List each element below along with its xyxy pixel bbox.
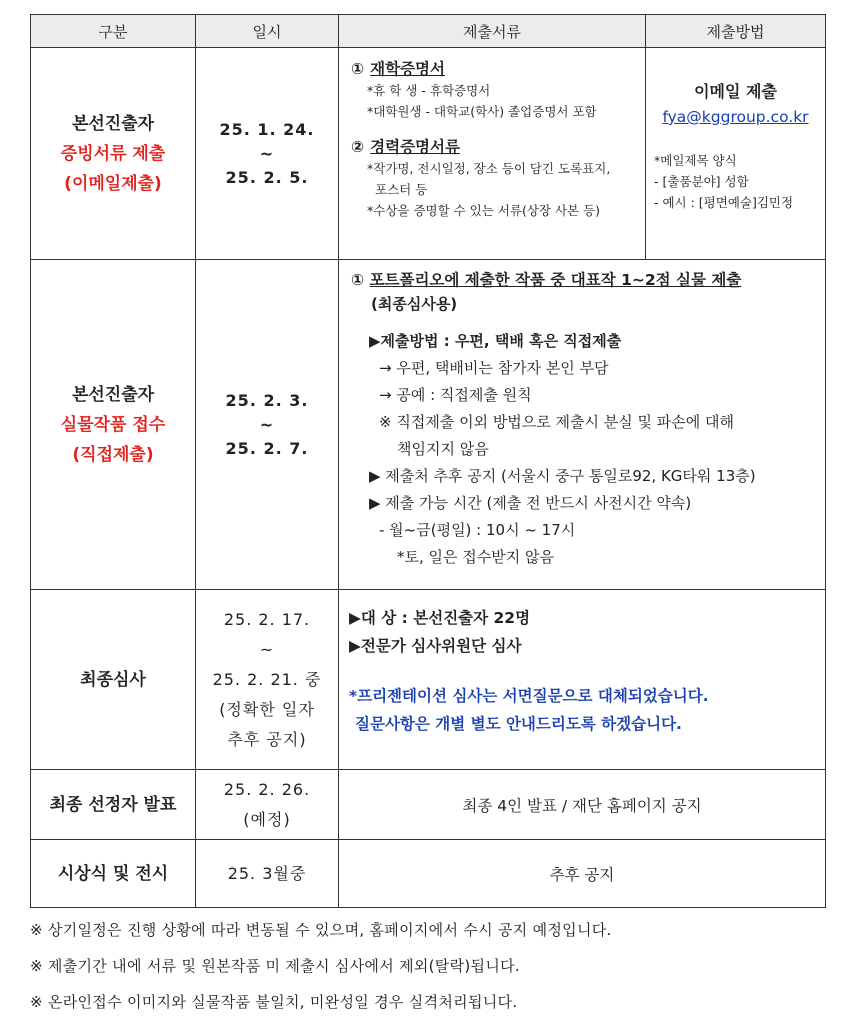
row-final-review xyxy=(31,590,826,770)
artwork-title: ① 포트폴리오에 제출한 작품 중 대표작 1~2점 실물 제출 xyxy=(351,271,742,289)
footnote: ※ 온라인접수 이미지와 실물작품 불일치, 미완성일 경우 실격처리됩니다. xyxy=(30,993,518,1011)
footnote: ※ 상기일정은 진행 상황에 따라 변동될 수 있으며, 홈페이지에서 수시 공지 예정입니다. xyxy=(30,921,612,939)
footnotes xyxy=(30,912,830,1020)
row5-content: 추후 공지 xyxy=(339,840,826,908)
header-method: 제출방법 xyxy=(646,15,826,48)
header-row xyxy=(31,15,826,48)
row3-details: ▶대 상 : 본선진출자 22명 ▶전문가 심사위원단 심사 *프리젠테이션 심사는 서면질문으로 대체되었습니다. 질문사항은 개별 별도 안내드리도록 하겠습니다. xyxy=(339,590,826,770)
row4-category: 최종 선정자 발표 xyxy=(31,770,196,840)
header-category: 구분 xyxy=(31,15,196,48)
row1-dates: 25. 1. 24. ~ 25. 2. 5. xyxy=(196,48,339,260)
row2-category: 본선진출자 실물작품 접수 (직접제출) xyxy=(31,260,196,590)
row2-dates: 25. 2. 3. ~ 25. 2. 7. xyxy=(196,260,339,590)
header-documents: 제출서류 xyxy=(339,15,646,48)
row3-category: 최종심사 xyxy=(31,590,196,770)
schedule-table xyxy=(30,14,826,908)
row-ceremony-exhibition xyxy=(31,840,826,908)
row1-method: 이메일 제출 fya@kggroup.co.kr *메일제목 양식 - [출품분야] 성함 - 예시 : [평면예술]김민정 xyxy=(646,48,826,260)
header-date: 일시 xyxy=(196,15,339,48)
email-link[interactable]: fya@kggroup.co.kr xyxy=(662,108,809,126)
email-subject-notes: *메일제목 양식 - [출품분야] 성함 - 예시 : [평면예술]김민정 xyxy=(654,153,794,210)
row-winner-announcement xyxy=(31,770,826,840)
footnote: ※ 제출기간 내에 서류 및 원본작품 미 제출시 심사에서 제외(탈락)됩니다. xyxy=(30,957,520,975)
row5-date: 25. 3월중 xyxy=(196,840,339,908)
row-artwork-submission xyxy=(31,260,826,590)
row4-dates: 25. 2. 26. (예정) xyxy=(196,770,339,840)
row3-dates: 25. 2. 17. ~ 25. 2. 21. 중 (정확한 일자 추후 공지) xyxy=(196,590,339,770)
doc2-title: ② 경력증명서류 xyxy=(351,138,460,156)
doc1-title: ① 재학증명서 xyxy=(351,60,445,78)
row1-documents: ① 재학증명서 *휴 학 생 - 휴학증명서 *대학원생 - 대학교(학사) 졸업증명서 포함 ② 경력증명서류 *작가명, 전시일정, 장소 등이 담긴 도록표지, 포스터 등 *수상을 증명할 수 있는 서류(상장 사본 등) xyxy=(339,48,646,260)
row1-category: 본선진출자 증빙서류 제출 (이메일제출) xyxy=(31,48,196,260)
row5-category: 시상식 및 전시 xyxy=(31,840,196,908)
row2-details: ① 포트폴리오에 제출한 작품 중 대표작 1~2점 실물 제출 (최종심사용) ▶제출방법 : 우편, 택배 혹은 직접제출 → 우편, 택배비는 참가자 본인 부담 → 공예 : 직접제출 원칙 ※ 직접제출 이외 방법으로 제출시 분실 및 파손에 대해 책임지지 않음 ▶ 제출처 추후 공지 (서울시 중구 통일로92, KG타워 13층) ▶ 제출 가능 시간 (제출 전 반드시 사전시간 약속) - 월~금(평일) : 10시 ~ 17시 *토, 일은 접수받지 않음 xyxy=(339,260,826,590)
row4-content: 최종 4인 발표 / 재단 홈페이지 공지 xyxy=(339,770,826,840)
row-documents-submission xyxy=(31,48,826,260)
